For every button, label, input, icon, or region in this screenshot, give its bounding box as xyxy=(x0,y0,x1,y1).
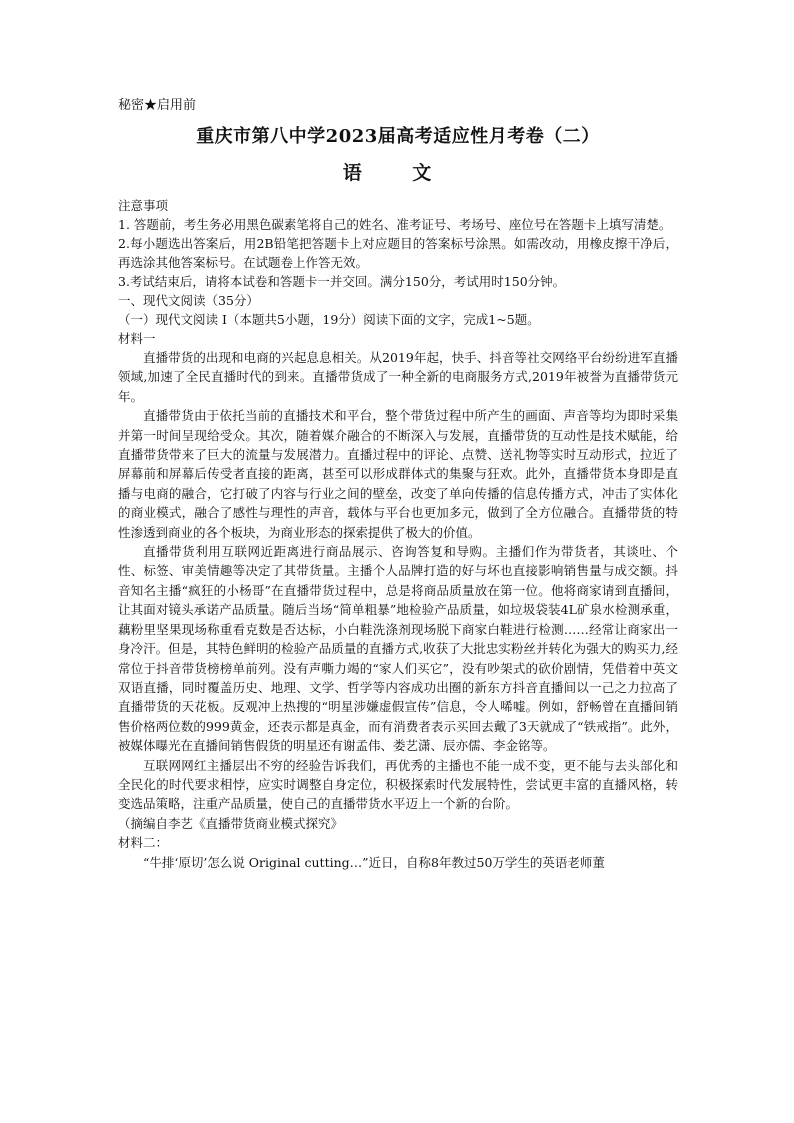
notice-heading: 注意事项 xyxy=(118,198,169,213)
notice-item-1: 1. 答题前，考生务必用黑色碳素笔将自己的姓名、准考证号、考场号、座位号在答题卡上填写清楚。 xyxy=(118,217,672,232)
material2-label: 材料二： xyxy=(118,835,169,851)
section-heading: 一、现代文阅读（35分） xyxy=(118,293,259,308)
material1-paragraph-2: 直播带货由于依托当前的直播技术和平台，整个带货过程中所产生的画面、声音等均为即时采集并第一时间呈现给受众。其次，随着媒介融合的不断深入与发展，直播带货的互动性是技术赋能，给直播带货带来了巨大的流量与发展潜力。直播过程中的评论、点赞、送礼物等实时互动形式，拉近了屏幕前和屏幕后传受者直接的距离，甚至可以形成群体式的集聚与狂欢。此外，直播带货本身即是直播与电商的融合，它打破了内容与行业之间的壁垒，改变了单向传播的信息传播方式，冲击了实体化的商业模式，融合了感性与理性的声音，载体与平台也更加多元，做到了全方位融合。直播带货的特性渗透到商业的各个板块，为商业形态的探索提供了极大的价值。 xyxy=(118,408,678,540)
material1-paragraph-1: 直播带货的出现和电商的兴起息息相关。从2019年起，快手、抖音等社交网络平台纷纷进军直播领域,加速了全民直播时代的到来。直播带货成了一种全新的电商服务方式,2019年被誉为直播带货元年。 xyxy=(118,350,678,404)
section-sub-heading: （一）现代文阅读 I（本题共5小题，19分）阅读下面的文字，完成1~5题。 xyxy=(118,312,540,327)
exam-page xyxy=(118,96,678,872)
material1-source: （摘编自李艺《直播带货商业模式探究》 xyxy=(118,815,344,831)
material1-label: 材料一 xyxy=(118,331,156,346)
notice-item-3: 3.考试结束后，请将本试卷和答题卡一并交回。满分150分，考试用时150分钟。 xyxy=(118,274,566,289)
notice-item-2: 2.每小题选出答案后，用2B铅笔把答题卡上对应题目的答案标号涂黑。如需改动，用橡皮擦干净后，再选涂其他答案标号。在试题卷上作答无效。 xyxy=(118,236,678,270)
secret-label: 秘密★启用前 xyxy=(118,98,197,113)
exam-title: 重庆市第八中学2023届高考适应性月考卷（二） xyxy=(196,126,600,147)
material1-paragraph-3: 直播带货利用互联网近距离进行商品展示、咨询答复和导购。主播们作为带货者，其谈吐、个性、标签、审美情趣等决定了其带货量。主播个人品牌打造的好与坏也直接影响销售量与成交额。抖音知名主播“疯狂的小杨哥”在直播带货过程中，总是将商品质量放在第一位。他将商家请到直播间，让其面对镜头承诺产品质量。随后当场“简单粗暴”地检验产品质量，如垃圾袋装4L矿泉水检测承重，藕粉里坚果现场称重看克数是否达标，小白鞋洗涤剂现场脱下商家白鞋进行检测……经常让商家出一身冷汗。但是，其特色鲜明的检验产品质量的直播方式,收获了大批忠实粉丝并转化为强大的购买力,经常位于抖音带货榜榜单前列。没有声嘶力竭的“家人们买它”，没有吵架式的砍价剧情，凭借着中英文双语直播，同时覆盖历史、地理、文学、哲学等内容成功出圈的新东方抖音直播间以一己之力拉高了直播带货的天花板。反观冲上热搜的“明星涉嫌虚假宣传”信息，令人唏嘘。例如，舒畅曾在直播间销售价格两位数的999黄金，还表示都是真金，而有消费者表示买回去戴了3天就成了“铁戒指”。此外，被媒体曝光在直播间销售假货的明星还有谢孟伟、娄艺潇、辰亦儒、李金铭等。 xyxy=(118,544,678,754)
material2-paragraph-1: “牛排‘原切’怎么说 Original cutting…”近日，自称8年教过50万学生的英语老师董 xyxy=(143,854,605,870)
material1-paragraph-4: 互联网网红主播层出不穷的经验告诉我们，再优秀的主播也不能一成不变，更不能与去头部化和全民化的时代要求相悖，应实时调整自身定位，积极探索时代发展特性，尝试更丰富的直播风格，转变选品策略，注重产品质量，使自己的直播带货水平迈上一个新的台阶。 xyxy=(118,757,678,812)
subject-title: 语 文 xyxy=(342,162,454,184)
